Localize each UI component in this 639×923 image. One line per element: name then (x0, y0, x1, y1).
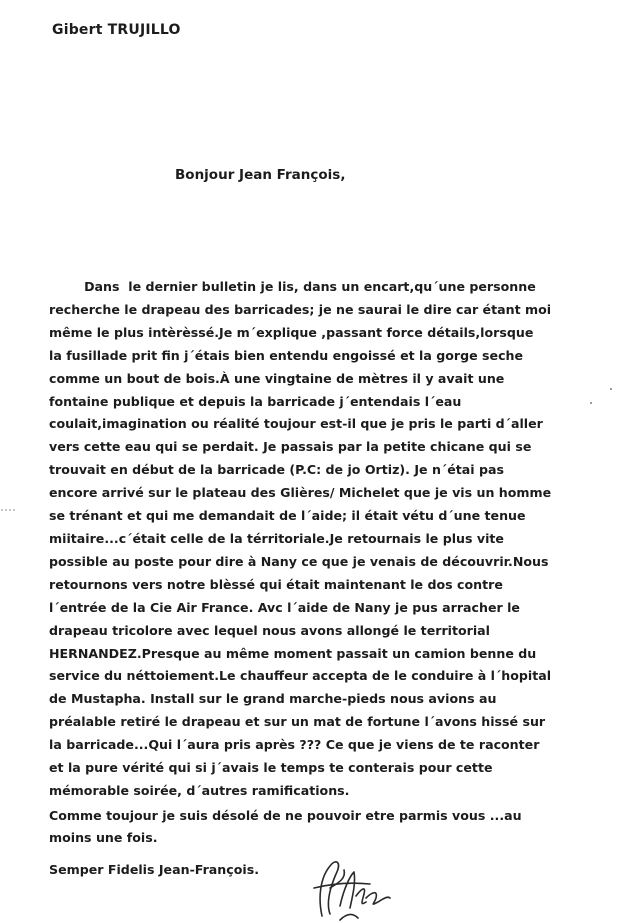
letter-greeting: Bonjour Jean François, (175, 167, 346, 183)
body-line: fontaine publique et depuis la barricade j´entendais l´eau (49, 393, 462, 409)
body-line: et la pure vérité qui si j´avais le temps te conterais pour cette (49, 760, 493, 776)
body-line: mémorable soirée, d´autres ramifications. (49, 782, 350, 798)
letter-body (49, 276, 624, 803)
body-line: la fusillade prit fin j´étais bien entendu engoissé et la gorge seche (49, 347, 524, 363)
body-line: recherche le drapeau des barricades; je ne saurai le dire car étant moi (49, 301, 552, 317)
body-line: coulait,imagination ou réalité toujour est-il que je pris le parti d´aller (49, 416, 543, 432)
body-line: Dans le dernier bulletin je lis, dans un encart,qu´une personne (49, 279, 536, 294)
scan-speck (590, 402, 592, 404)
body-line: comme un bout de bois.À une vingtaine de mètres il y avait une (49, 370, 505, 386)
body-line: drapeau tricolore avec lequel nous avons allongé le territorial (49, 622, 490, 638)
letter-signoff: Semper Fidelis Jean-François. (49, 862, 259, 877)
body-line: l´entrée de la Cie Air France. Avc l´aide de Nany je pus arracher le (49, 599, 520, 615)
body-line: HERNANDEZ.Presque au même moment passait un camion benne du (49, 645, 537, 661)
body-line: préalable retiré le drapeau et sur un mat de fortune l´avons hissé sur (49, 714, 546, 730)
scan-mark (0, 508, 16, 512)
body-line: encore arrivé sur le plateau des Glières/ Michelet que je vis un homme (49, 485, 552, 501)
body-line: même le plus intèrèssé.Je m´explique ,passant force détails,lorsque (49, 324, 534, 340)
handwritten-signature (300, 848, 410, 923)
body-line: possible au poste pour dire à Nany ce que je venais de découvrir.Nous (49, 553, 549, 569)
body-line: retournons vers notre blèssé qui était maintenant le dos contre (49, 576, 503, 592)
body-line: trouvait en début de la barricade (P.C: de jo Ortiz). Je n´étai pas (49, 462, 504, 478)
closing-line: Comme toujour je suis désolé de ne pouvoir etre parmis vous ...au (49, 808, 522, 823)
body-line: se trénant et qui me demandait de l´aide; il était vétu d´une tenue (49, 508, 526, 524)
scan-speck (610, 388, 612, 390)
body-line: service du néttoiement.Le chauffeur accepta de le conduire à l´hopital (49, 668, 552, 684)
body-line: la barricade...Qui l´aura pris après ??? Ce que je viens de te raconter (49, 737, 540, 753)
body-line: de Mustapha. Install sur le grand marche-pieds nous avions au (49, 691, 497, 707)
body-line: vers cette eau qui se perdait. Je passais par la petite chicane qui se (49, 439, 532, 455)
letter-closing (49, 805, 624, 849)
closing-line: moins une fois. (49, 830, 158, 845)
body-line: miitaire...c´était celle de la térritoriale.Je retournais le plus vite (49, 530, 504, 546)
author-name: Gibert TRUJILLO (52, 22, 181, 38)
